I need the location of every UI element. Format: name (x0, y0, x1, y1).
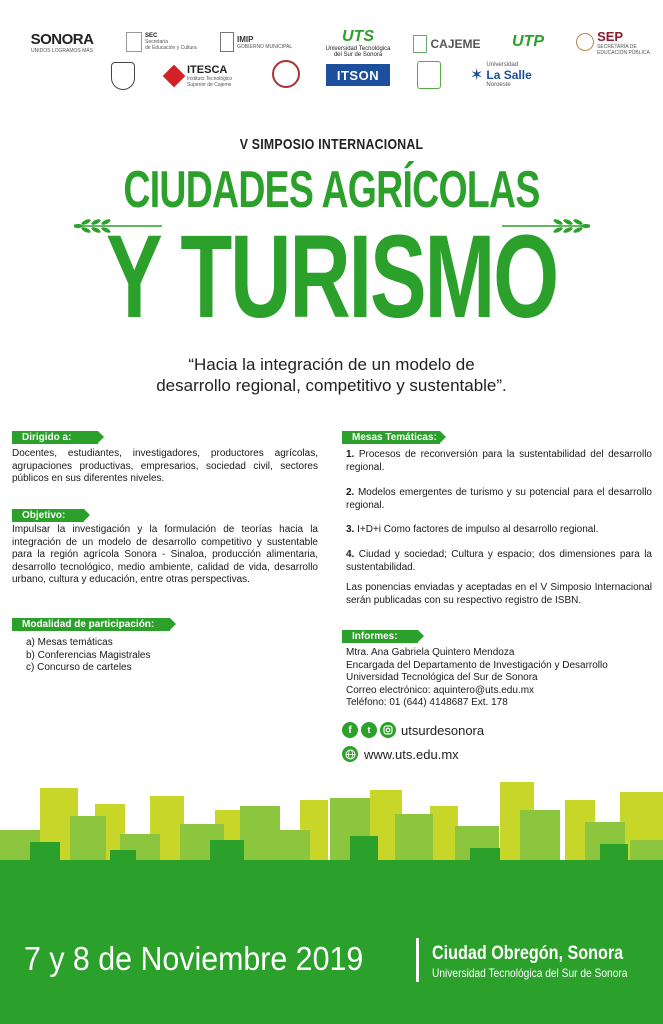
sec-logo: SEC Secretaría de Educación y Cultura (126, 30, 206, 54)
facebook-icon[interactable]: f (342, 722, 358, 738)
mesa-item-3: 3. I+D+i Como factores de impulso al desarrollo regional. (346, 524, 599, 535)
footer-divider (416, 938, 419, 982)
eagle-icon (417, 61, 441, 89)
sec-emblem-icon (126, 32, 142, 52)
symposium-label: V SIMPOSIO INTERNACIONAL (239, 136, 424, 153)
sep-logo: SEP SECRETARÍA DE EDUCACIÓN PÚBLICA (570, 28, 656, 56)
uts-logo: UTS Universidad Tecnológica del Sur de Sonora (325, 28, 391, 58)
list-item: b) Conferencias Magistrales (26, 649, 151, 661)
website-link (342, 746, 459, 762)
shield-icon (111, 62, 135, 90)
city-skyline (0, 770, 663, 1024)
dirigido-text: Docentes, estudiantes, investigadores, productores agrícolas, agrupaciones productivas, empresarios, sociedad civil, sectores públicos en sus diferentes niveles. (12, 448, 318, 484)
sponsor-logos (0, 0, 663, 110)
eagle-logo (414, 58, 444, 92)
social-links (342, 722, 484, 738)
round-seal-logo (270, 58, 302, 90)
cajeme-logo: CAJEME (408, 32, 486, 56)
imip-logo: IMIP GOBIERNO MUNICIPAL (220, 28, 310, 56)
twitter-icon[interactable]: t (361, 722, 377, 738)
event-university: Universidad Tecnológica del Sur de Sonora (432, 966, 628, 980)
mesa-item-1: 1. Procesos de reconversión para la sustentabilidad del desarrollo regional. (346, 449, 652, 473)
itesca-emblem-icon (163, 65, 186, 88)
instagram-icon[interactable] (380, 722, 396, 738)
objetivo-heading: Objetivo: (12, 509, 84, 522)
list-item: c) Concurso de carteles (26, 662, 132, 673)
modalidad-list (26, 637, 226, 675)
globe-icon (342, 746, 358, 762)
mesa-item-4: 4. Ciudad y sociedad; Cultura y espacio; dos dimensiones para la sustentabilidad. (346, 549, 652, 573)
objetivo-text: Impulsar la investigación y la formulación de teorías hacia la integración de un modelo de desarrollo competitivo y sustentable para la región agrícola Sonora - Sinaloa, producción alimentaria, desarrollo tecnológico, medio ambiente, calidad de vida, desarrollo urbano, cultura y educación, entre otras perspectivas. (12, 524, 318, 585)
dirigido-heading: Dirigido a: (12, 431, 98, 444)
mesas-heading: Mesas Temáticas: (342, 431, 440, 444)
lasalle-star-icon: ✶ (470, 67, 484, 84)
sonora-logo: SONORA UNIDOS LOGRAMOS MÁS (30, 30, 94, 54)
imip-emblem-icon (220, 32, 234, 52)
seal-icon (272, 60, 300, 88)
list-item: a) Mesas temáticas (26, 637, 113, 648)
lasalle-logo: ✶ Universidad La Salle Noroeste (470, 62, 532, 88)
itson-logo: ITSON (326, 64, 390, 86)
social-handle[interactable]: utsurdesonora (401, 722, 485, 738)
mesas-note: Las ponencias enviadas y aceptadas en el V Simposio Internacional serán publicadas con su respectivo registro de ISBN. (346, 582, 652, 606)
itesca-logo: ITESCA Instituto Tecnológico Superior de Cajeme (162, 62, 244, 90)
modalidad-heading: Modalidad de participación: (12, 618, 170, 631)
mesa-item-2: 2. Modelos emergentes de turismo y su potencial para el desarrollo regional. (346, 487, 652, 511)
utp-logo: UTP (512, 33, 544, 50)
event-date: 7 y 8 de Noviembre 2019 (24, 940, 364, 977)
crest-logo (108, 60, 138, 92)
title-line-2: Y TURISMO (105, 211, 558, 343)
title-line-1: CIUDADES AGRÍCOLAS (123, 161, 540, 219)
informes-contact: Mtra. Ana Gabriela Quintero Mendoza Encargada del Departamento de Investigación y Desarrollo Universidad Tecnológica del Sur de Sonora Correo electrónico: aquintero@uts.edu.mx Teléfono: 01 (644) 4148687 Ext. 178 (346, 647, 608, 708)
website-url[interactable]: www.uts.edu.mx (364, 746, 459, 762)
subtitle: “Hacia la integración de un modelo de desarrollo regional, competitivo y sustentable”. (156, 355, 507, 395)
sep-emblem-icon (576, 33, 594, 51)
cajeme-emblem-icon (413, 35, 427, 53)
event-place: Ciudad Obregón, Sonora (432, 943, 624, 964)
informes-heading: Informes: (342, 630, 418, 643)
